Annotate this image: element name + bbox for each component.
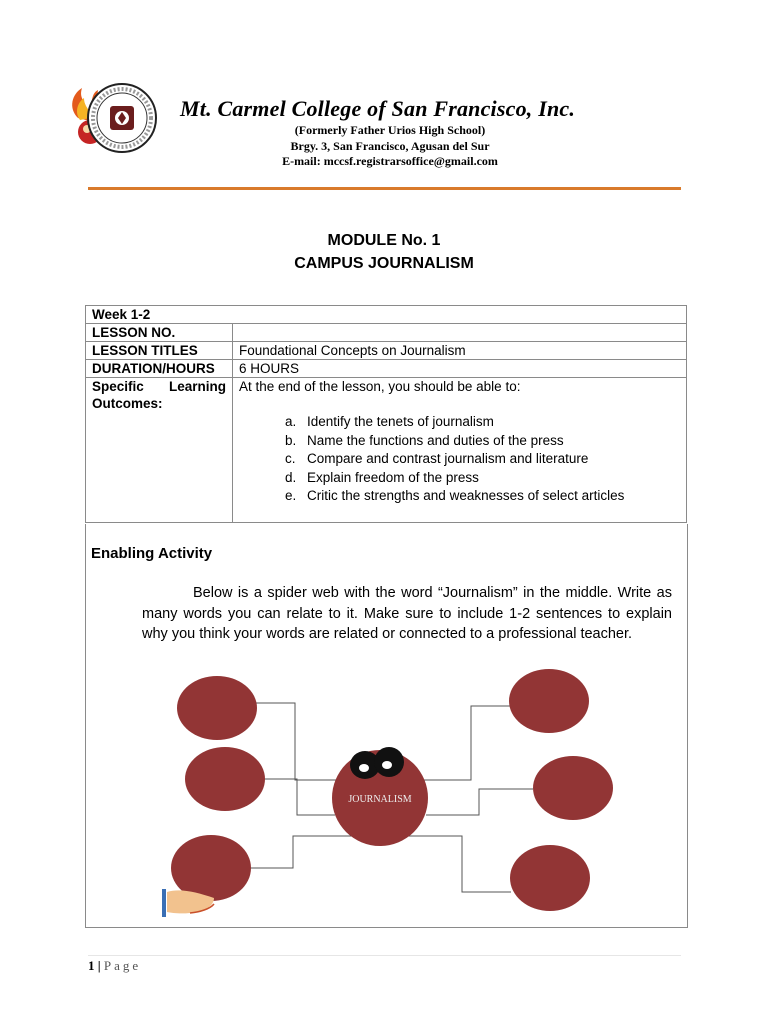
outcomes-intro: At the end of the lesson, you should be able to:	[239, 379, 521, 394]
web-node-top-right[interactable]	[509, 669, 589, 733]
activity-title: Enabling Activity	[91, 545, 213, 562]
outcomes-label-word-3: Outcomes:	[92, 396, 163, 411]
list-item: e. Critic the strengths and weaknesses of select articles	[285, 488, 625, 503]
duration-label: DURATION/HOURS	[86, 360, 233, 378]
lesson-titles-value: Foundational Concepts on Journalism	[233, 342, 687, 360]
list-item: d. Explain freedom of the press	[285, 469, 479, 485]
school-name: Mt. Carmel College of San Francisco, Inc.	[180, 96, 576, 121]
journalism-center-label: JOURNALISM	[348, 794, 412, 805]
week-label: Week 1-2	[86, 306, 687, 324]
footer-divider	[88, 955, 681, 956]
list-item: a. Identify the tenets of journalism	[285, 414, 494, 429]
web-node-top-left[interactable]	[177, 676, 257, 740]
school-former-name: (Formerly Father Urios High School)	[294, 123, 486, 137]
web-node-bottom-right[interactable]	[510, 845, 590, 911]
lesson-no-label: LESSON NO.	[86, 324, 233, 342]
outcomes-label-word-1: Specific	[92, 379, 144, 394]
school-address: Brgy. 3, San Francisco, Agusan del Sur	[290, 139, 490, 153]
web-node-middle-right[interactable]	[533, 756, 613, 820]
footer-separator: |	[97, 958, 101, 973]
page-footer	[88, 958, 141, 974]
web-node-middle-left[interactable]	[185, 747, 265, 811]
lesson-titles-label: LESSON TITLES	[86, 342, 233, 360]
activity-instructions: Below is a spider web with the word “Journalism” in the middle. Write as many words you can relate to it. Make sure to include 1-2 sentences to explain why you think your words are related or connected to a professional teacher.	[142, 585, 672, 642]
outcomes-label-word-2: Learning	[168, 379, 226, 394]
school-email: E-mail: mccsf.registrarsoffice@gmail.com	[282, 154, 498, 168]
list-item: b. Name the functions and duties of the press	[285, 432, 564, 448]
duration-value: 6 HOURS	[233, 360, 687, 378]
module-subject: CAMPUS JOURNALISM	[294, 255, 474, 272]
module-number: MODULE No. 1	[327, 232, 441, 249]
page-word: Page	[103, 958, 142, 973]
list-item: c. Compare and contrast journalism and literature	[285, 451, 589, 466]
page-number: 1	[88, 958, 95, 973]
